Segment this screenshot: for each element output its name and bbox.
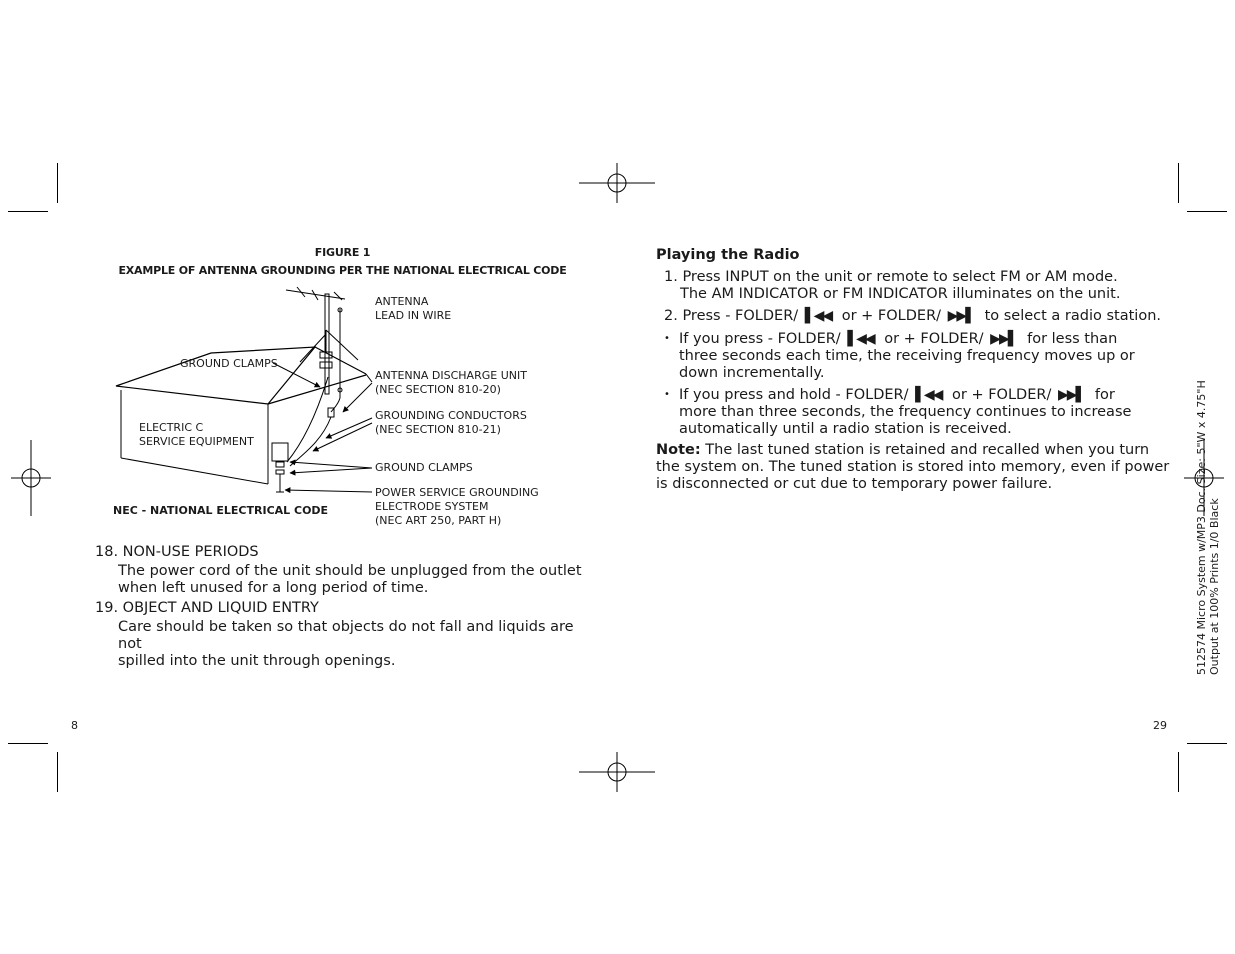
crop-mark [1187,743,1227,744]
skip-back-icon: ▌◀◀ [804,308,832,324]
bullet-dot: • [664,389,670,400]
crop-mark [1178,752,1179,792]
skip-forward-icon: ▶▶▌ [990,331,1017,347]
crop-mark [1178,163,1179,203]
skip-back-icon: ▌◀◀ [847,331,874,347]
label-electric-service: ELECTRIC C SERVICE EQUIPMENT [139,421,254,448]
label-ground-clamps-top: GROUND CLAMPS [180,357,278,370]
note-label: Note: [656,442,701,458]
crop-mark [57,163,58,203]
bullet-dot: • [664,333,670,344]
page-number-right: 29 [1153,719,1167,732]
figure-title: FIGURE 1 [314,246,371,259]
skip-back-icon: ▌◀◀ [915,387,942,403]
crop-mark [8,211,48,212]
label-nec: NEC - NATIONAL ELECTRICAL CODE [113,504,329,517]
figure-subtitle: EXAMPLE OF ANTENNA GROUNDING PER THE NATIONAL ELECTRICAL CODE [118,264,567,277]
section-heading: Playing the Radio [656,247,800,263]
bullet-1: • If you press - FOLDER/ ▌◀◀ or + FOLDER/ ▶▶▌ for less than three seconds each time, the receiving frequency moves up or down incrementally. [664,331,1135,381]
label-power-service-grounding: POWER SERVICE GROUNDING ELECTRODE SYSTEM (NEC ART 250, PART H) [375,486,539,527]
registration-mark-top [579,163,655,203]
bullet-2: • If you press and hold - FOLDER/ ▌◀◀ or + FOLDER/ ▶▶▌ for more than three seconds, the frequency continues to increase automatically until a radio station is received. [664,387,1132,437]
print-spec-note: 512574 Micro System w/MP3 Doc. Size: 5"W x 4.75"H Output at 100% Prints 1/0 Black [1195,380,1221,675]
registration-mark-left [11,440,51,516]
skip-forward-icon: ▶▶▌ [1057,387,1085,403]
item-19-heading: 19. OBJECT AND LIQUID ENTRY [95,600,319,616]
diagram-leader-lines [270,355,380,495]
label-antenna-discharge: ANTENNA DISCHARGE UNIT (NEC SECTION 810-20) [375,369,527,396]
label-antenna: ANTENNA LEAD IN WIRE [375,295,452,322]
page-number-left: 8 [71,719,78,732]
registration-mark-bottom [579,752,655,792]
item-19-body: Care should be taken so that objects do not fall and liquids are not spilled into the unit through openings. [118,619,574,669]
skip-forward-icon: ▶▶▌ [947,308,974,324]
label-grounding-conductors: GROUNDING CONDUCTORS (NEC SECTION 810-21) [375,409,527,436]
label-ground-clamps-bottom: GROUND CLAMPS [375,461,473,474]
item-18-heading: 18. NON-USE PERIODS [95,544,259,560]
crop-mark [57,752,58,792]
item-18-body: The power cord of the unit should be unplugged from the outlet when left unused for a long period of time. [118,563,582,596]
step-1: 1. Press INPUT on the unit or remote to select FM or AM mode. The AM INDICATOR or FM INDICATOR illuminates on the unit. [664,269,1121,302]
crop-mark [1187,211,1227,212]
step-2: 2. Press - FOLDER/ ▌◀◀ or + FOLDER/ ▶▶▌ to select a radio station. [664,308,1161,324]
note-paragraph: Note: The last tuned station is retained and recalled when you turn the system on. The tuned station is stored into memory, even if power is disconnected or cut due to temporary power failure. [656,442,1170,492]
crop-mark [8,743,48,744]
